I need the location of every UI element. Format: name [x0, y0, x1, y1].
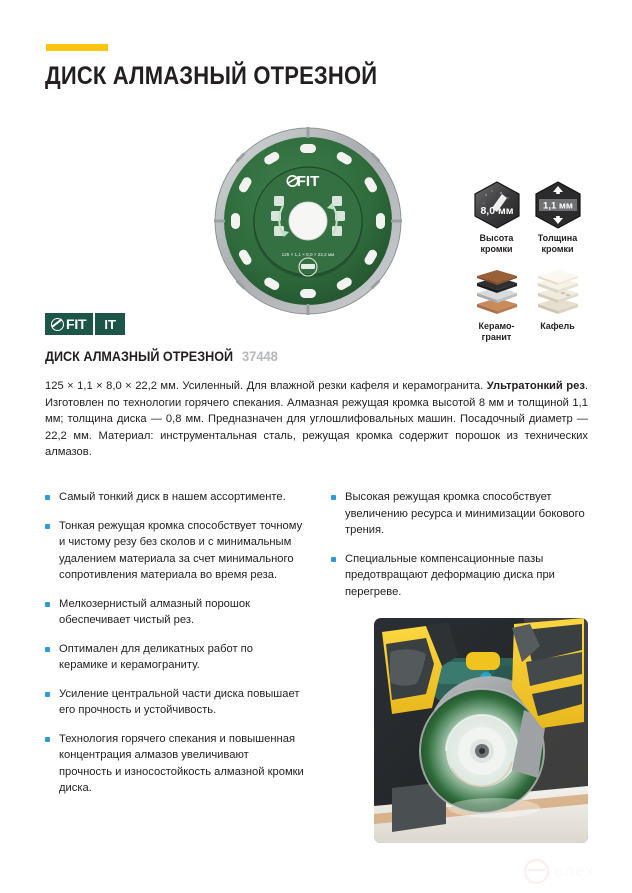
list-item [45, 641, 304, 674]
bullet-icon [331, 557, 336, 562]
product-name: ДИСК АЛМАЗНЫЙ ОТРЕЗНОЙ [45, 348, 234, 364]
list-item [45, 489, 304, 506]
angle-grinder-cutting-tile-photo-icon [374, 618, 588, 843]
description-part2: . Изготовлен по технологии горячего спекания. Алмазная режущая кромка высотой 8 мм и толщиной 1,1 мм; толщина диска — 0,8 мм. Предназначен для углошлифовальных машин. Посадочный диаметр — 22,2 мм. Материал: инструментальная сталь, режущая кромка содержит порошок из технических алмазов. [45, 380, 588, 458]
brand-logo [45, 313, 93, 335]
svg-text:125 × 1,1 × 8,0 × 22,2 мм: 125 × 1,1 × 8,0 × 22,2 мм [281, 252, 335, 257]
brand-series: IT [104, 316, 116, 332]
spec-label-edge-thickness: Толщина кромки [537, 233, 578, 254]
feature-column-left [45, 489, 304, 809]
feature-text: Специальные компенсационные пазы предотвращают деформацию диска при перегреве. [345, 552, 555, 598]
enex-logo-icon [524, 859, 549, 884]
feature-text: Оптимален для деликатных работ по керамике и керамограниту. [59, 642, 253, 671]
bullet-icon [331, 495, 336, 500]
description-part1: 125 × 1,1 × 8,0 × 22,2 мм. Усиленный. Для влажной резки кафеля и керамогранита. [45, 380, 487, 392]
application-photo [374, 618, 588, 843]
list-item [45, 596, 304, 629]
list-item [45, 518, 304, 584]
list-item [45, 686, 304, 719]
fit-logo-icon [51, 318, 64, 331]
product-sku: 37448 [241, 348, 278, 364]
title-accent-bar [46, 44, 108, 51]
svg-text:FIT: FIT [296, 173, 320, 190]
spec-icon-grid [466, 180, 588, 343]
feature-text: Мелкозернистый алмазный порошок обеспечивает чистый рез. [59, 597, 250, 626]
diamond-cutting-disc-icon [213, 126, 403, 316]
product-description [45, 378, 588, 461]
hero-product-image [213, 126, 403, 316]
brand-name: FIT [66, 316, 87, 332]
spec-edge-height [466, 180, 527, 255]
product-heading [45, 348, 281, 364]
spec-value-edge-thickness: 1,1 мм [542, 200, 573, 212]
list-item [331, 551, 590, 601]
bullet-icon [45, 524, 50, 529]
spec-material-porcelain [466, 255, 527, 343]
feature-text: Усиление центральной части диска повышает его прочность и устойчивость. [59, 687, 300, 716]
page-title: ДИСК АЛМАЗНЫЙ ОТРЕЗНОЙ [45, 62, 378, 90]
bullet-icon [45, 692, 50, 697]
feature-text: Высокая режущая кромка способствует увеличению ресурса и минимизации бокового трения. [345, 491, 585, 536]
feature-text: Тонкая режущая кромка способствует точному и чистому резу без сколов и с минимальным удалением материала за счет минимального сопротивления материала во время реза. [59, 519, 303, 581]
spec-label-tile: Кафель [540, 321, 575, 331]
enex-watermark [524, 858, 624, 884]
spec-value-edge-height: 8,0 мм [479, 205, 514, 217]
bullet-icon [45, 647, 50, 652]
spec-label-porcelain: Керамо- гранит [478, 321, 515, 342]
spec-material-tile [527, 255, 588, 343]
spec-edge-thickness [527, 180, 588, 255]
description-highlight: Ультратонкий рез [486, 380, 585, 392]
porcelain-stoneware-icon [466, 268, 527, 318]
hexagon-edge-height-icon [466, 180, 527, 230]
bullet-icon [45, 737, 50, 742]
spec-label-edge-height: Высота кромки [479, 233, 514, 254]
watermark-text: enex [554, 861, 595, 880]
feature-text: Самый тонкий диск в нашем ассортименте. [59, 491, 286, 503]
bullet-icon [45, 602, 50, 607]
list-item [331, 489, 590, 539]
hexagon-edge-thickness-icon [527, 180, 588, 230]
brand-badge [45, 313, 125, 335]
bullet-icon [45, 495, 50, 500]
feature-text: Технология горячего спекания и повышенная концентрация алмазов увеличивают прочность и износостойкость алмазной кромки диска. [59, 732, 304, 794]
ceramic-tile-icon [527, 268, 588, 318]
list-item [45, 731, 304, 797]
